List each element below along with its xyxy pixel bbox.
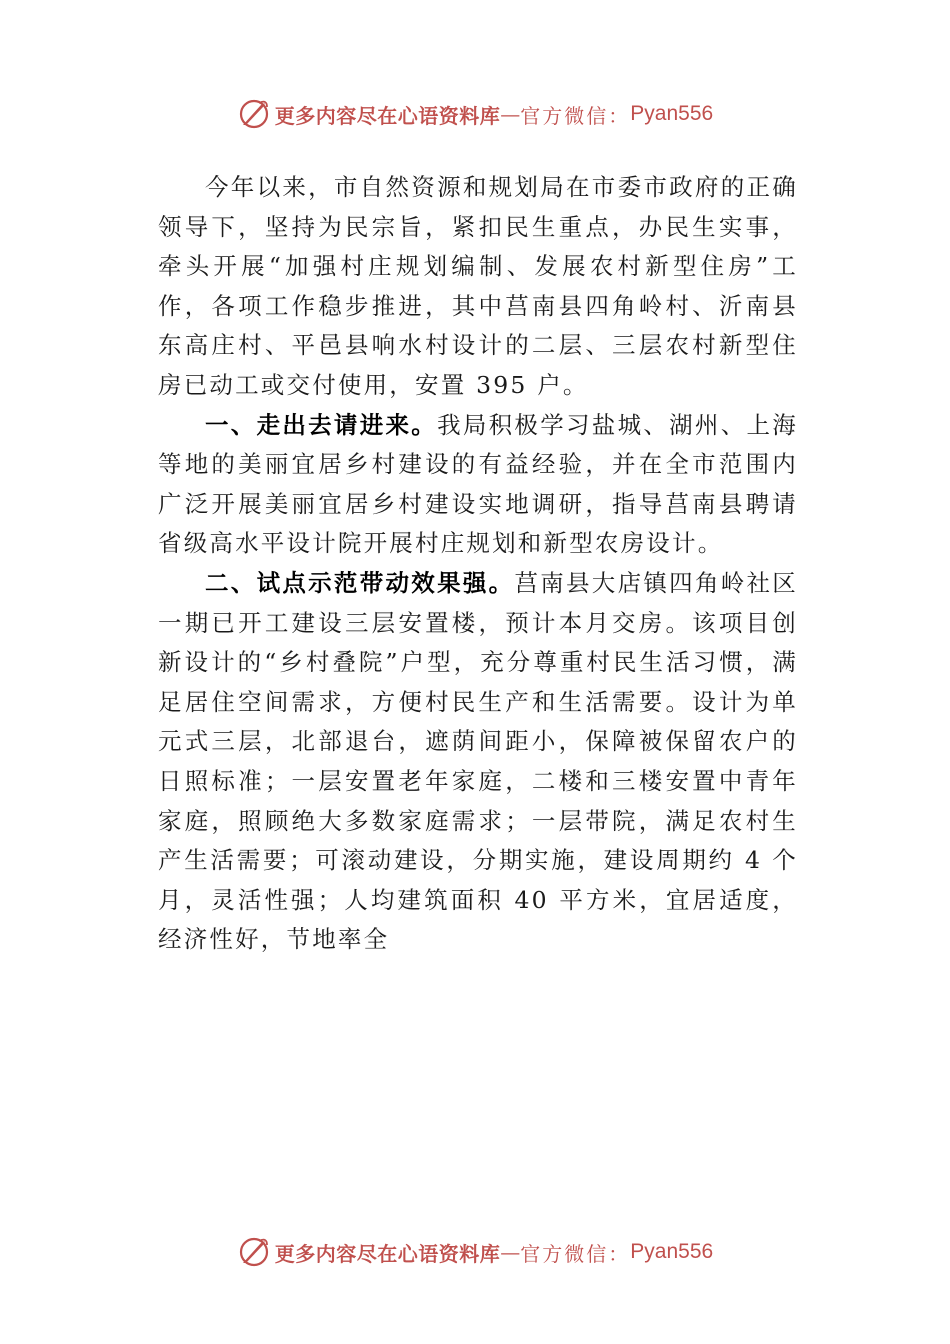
section-one-heading: 一、走出去请进来。 bbox=[205, 410, 438, 439]
header-wechat-account: Pyan556 bbox=[630, 102, 714, 125]
footer-wechat-account: Pyan556 bbox=[630, 1240, 714, 1263]
footer-wechat-label: 官方微信： bbox=[520, 1241, 631, 1266]
quill-pen-icon bbox=[237, 1235, 271, 1269]
header-banner bbox=[0, 92, 950, 136]
paragraph-text: 我局积极学习盐城、湖州、上海等地的美丽宜居乡村建设的有益经验，并在全市范围内广泛开展美丽宜居乡村建设实地调研，指导莒南县聘请省级高水平设计院开展村庄规划和新型农房设计。 bbox=[158, 410, 798, 558]
paragraph-text: 莒南县大店镇四角岭社区一期已开工建设三层安置楼，预计本月交房。该项目创新设计的“乡村叠院”户型，充分尊重村民生活习惯，满足居住空间需求，方便村民生产和生活需要。设计为单元式三层，北部退台，遮荫间距小，保障被保留农户的日照标准；一层安置老年家庭，二楼和三楼安置中青年家庭，照顾绝大多数家庭需求；一层带院，满足农村生产生活需要；可滚动建设，分期实施，建设周期约 4 个月，灵活性强；人均建筑面积 40 平方米，宜居适度，经济性好，节地率全 bbox=[158, 568, 798, 954]
header-slogan: 更多内容尽在心语资料库 bbox=[274, 103, 501, 128]
document-body bbox=[158, 168, 798, 960]
footer-banner bbox=[0, 1230, 950, 1274]
header-wechat-label: 官方微信： bbox=[520, 103, 631, 128]
footer-dash: — bbox=[500, 1240, 521, 1264]
footer-slogan: 更多内容尽在心语资料库 bbox=[274, 1241, 501, 1266]
paragraph-section-two bbox=[158, 564, 798, 960]
paragraph-text: 今年以来，市自然资源和规划局在市委市政府的正确领导下，坚持为民宗旨，紧扣民生重点，办民生实事，牵头开展“加强村庄规划编制、发展农村新型住房”工作，各项工作稳步推进，其中莒南县四角岭村、沂南县东高庄村、平邑县响水村设计的二层、三层农村新型住房已动工或交付使用，安置 395 户。 bbox=[158, 173, 798, 399]
header-dash: — bbox=[500, 102, 521, 126]
quill-pen-icon bbox=[237, 97, 271, 131]
paragraph-intro bbox=[158, 168, 798, 406]
paragraph-section-one bbox=[158, 406, 798, 564]
section-two-heading: 二、试点示范带动效果强。 bbox=[205, 568, 515, 597]
